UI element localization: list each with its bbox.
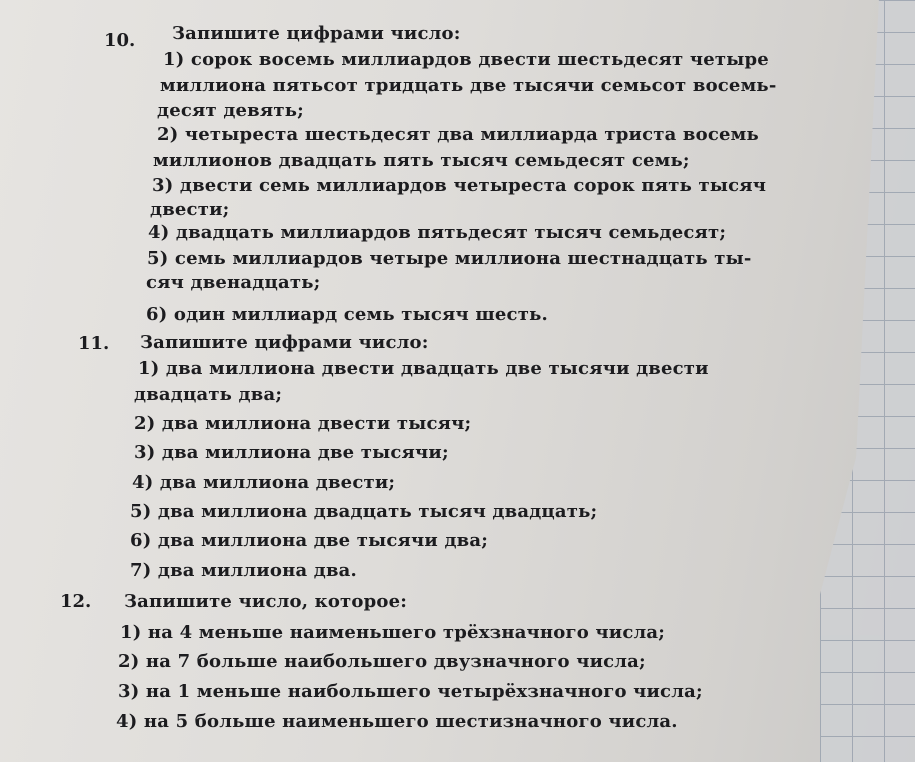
task-11-heading: Запишите цифрами число: (140, 332, 429, 353)
task-10-line: миллионов двадцать пять тысяч семьдесят семь; (153, 150, 690, 171)
task-11-line: 3) два миллиона две тысячи; (134, 442, 449, 463)
task-11-line: 7) два миллиона два. (130, 560, 358, 581)
task-10-heading: Запишите цифрами число: (172, 23, 461, 44)
task-12-line: 4) на 5 больше наименьшего шестизначного числа. (116, 711, 678, 732)
task-11-line: двадцать два; (134, 384, 283, 405)
task-10-line: сяч двенадцать; (146, 272, 321, 293)
task-11-line: 5) два миллиона двадцать тысяч двадцать; (130, 501, 598, 522)
task-11-line: 2) два миллиона двести тысяч; (134, 413, 472, 434)
task-10-line: 3) двести семь миллиардов четыреста сорок пять тысяч (152, 175, 767, 196)
task-11-line: 6) два миллиона две тысячи два; (130, 530, 489, 551)
task-10-line: двести; (150, 199, 230, 220)
task-10-line: десят девять; (157, 100, 304, 121)
task-10-line: 4) двадцать миллиардов пятьдесят тысяч семьдесят; (148, 222, 727, 243)
task-10-line: миллиона пятьсот тридцать две тысячи семьсот восемь- (160, 75, 777, 96)
task-10-number: 10. (104, 30, 136, 51)
task-12-line: 2) на 7 больше наибольшего двузначного числа; (118, 651, 646, 672)
task-12-number: 12. (60, 591, 92, 612)
task-10-line: 2) четыреста шестьдесят два миллиарда триста восемь (157, 124, 759, 145)
task-10-line: 1) сорок восемь миллиардов двести шестьдесят четыре (163, 49, 769, 70)
task-10-line: 5) семь миллиардов четыре миллиона шестнадцать ты- (147, 248, 752, 269)
task-12-line: 3) на 1 меньше наибольшего четырёхзначного числа; (118, 681, 703, 702)
task-12-heading: Запишите число, которое: (124, 591, 408, 612)
task-10-line: 6) один миллиард семь тысяч шесть. (146, 304, 548, 325)
task-11-line: 4) два миллиона двести; (132, 472, 396, 493)
task-11-number: 11. (78, 333, 110, 354)
task-12-line: 1) на 4 меньше наименьшего трёхзначного числа; (120, 622, 666, 643)
task-11-line: 1) два миллиона двести двадцать две тысячи двести (138, 358, 709, 379)
